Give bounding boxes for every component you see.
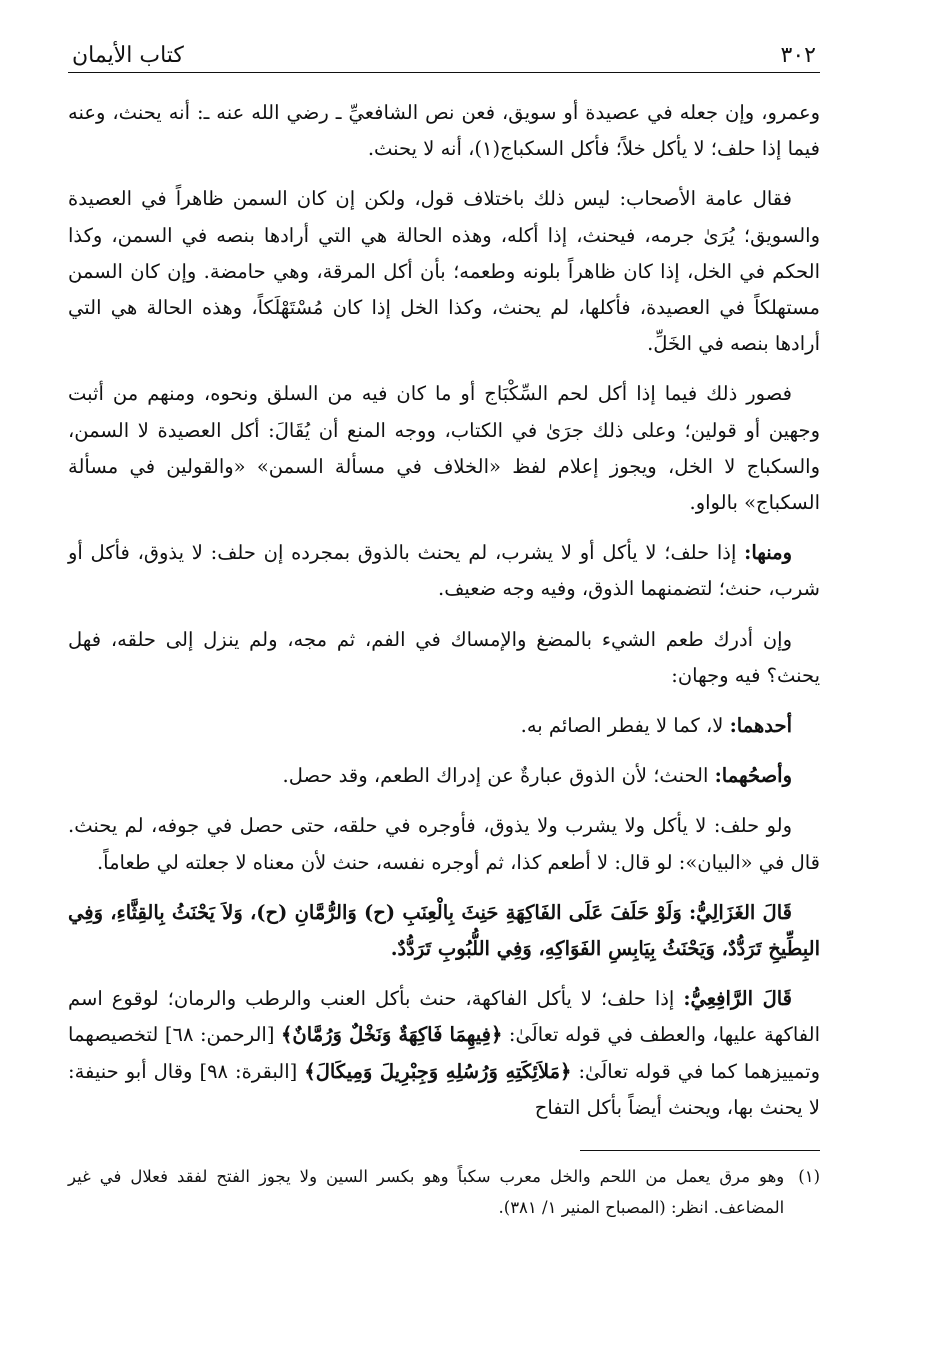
- paragraph-text: وعمرو، وإن جعله في عصيدة أو سويق، فعن نص الشافعيِّ ـ رضي الله عنه ـ: أنه يحنث، وعنه فيما إذا حلف؛ لا يأكل خلاً؛ فأكل السكباج(١)، أنه لا يحنث.: [68, 101, 820, 161]
- footnote-number: (١): [798, 1167, 820, 1187]
- lead-word: وأصحُهما:: [714, 764, 792, 788]
- paragraph-text: فقال عامة الأصحاب: ليس ذلك باختلاف قول، ولكن إن كان السمن ظاهراً في العصيدة والسويق؛ يُرَىٰ جرمه، فيحنث، إذا أكله، وهذه الحالة هي التي أرادها بنصه في السمن، وكذا الحكم في الخل، إذا كان ظاهراً بلونه وطعمه؛ بأن أكل المرقة، وهي حامضة. وإن كان السمن مستهلكاً في العصيدة، فأكلها، لم يحنث، وكذا الخل إذا كان مُسْتَهْلَكاً، وهذه الحالة هي التي أرادها بنصه في الخَلِّ.: [68, 187, 820, 356]
- paragraph-text: ولو حلف: لا يأكل ولا يشرب ولا يذوق، فأوجره في حلقه، حتى حصل في جوفه، لم يحنث. قال في «البيان»: لو قال: لا أطعم كذا، ثم أوجره نفسه، حنث لأن معناه لا جعلته لي طعاماً.: [68, 814, 820, 874]
- paragraph-4: [68, 535, 820, 607]
- header-rule: [68, 72, 820, 73]
- paragraph-text: فصور ذلك فيما إذا أكل لحم السِّكْبَاج أو ما كان فيه من السلق ونحوه، ومنهم من أثبت وجهين أو قولين؛ وعلى ذلك جرَىٰ في الكتاب، ووجه المنع أن يُقَالَ: أكل العصيدة لا السمن، والسكباج لا الخل، ويجوز إعلام لفظ «الخلاف في مسألة السمن» «والقولين في مسألة السكباج» بالواو.: [68, 382, 820, 515]
- running-title: كتاب الأيمان: [72, 43, 184, 68]
- matn-text: وَلَوْ حَلَفَ عَلَى الفَاكِهَةِ حَنِثَ بِالْعِنَبِ (ح) وَالرُّمَّانِ (ح)، وَلاَ يَحْنَثُ بِالقِثَّاءِ، وَفِي البِطِّيخِ تَرَدُّدٌ، وَيَحْنَثُ بِيَابِسِ الفَوَاكِهِ، وَفِي اللُّبُوبِ تَرَدُّدٌ.: [68, 900, 820, 961]
- paragraph-text: [الرحمن: ٦٨] لتخصيصهما وتمييزهما كما في قوله تعالَىٰ:: [68, 1023, 820, 1083]
- paragraph-text: الحنث؛ لأن الذوق عبارةٌ عن إدراك الطعم، وقد حصل.: [282, 764, 715, 788]
- quran-verse: ﴿مَلاَئِكَتِهِ وَرُسُلِهِ وَجِبْرِيلَ وَمِيكَالَ﴾: [304, 1059, 572, 1083]
- paragraph-8: [68, 808, 820, 880]
- lead-word: ومنها:: [744, 541, 792, 565]
- author-label: قَالَ الرَّافِعِيُّ:: [683, 987, 793, 1011]
- author-label: قَالَ الغَزَالِيُّ:: [688, 900, 792, 924]
- paragraph-10: [68, 981, 820, 1126]
- paragraph-text: إذا حلف؛ لا يأكل الفاكهة، حنث بأكل العنب والرطب والرمان؛ لوقوع اسم الفاكهة عليها، والعطف في قوله تعالَىٰ:: [68, 987, 820, 1047]
- footnote: [68, 1161, 820, 1223]
- lead-word: أحدهما:: [729, 714, 792, 738]
- paragraph-3: [68, 376, 820, 521]
- paragraph-text: [البقرة: ٩٨] وقال أبو حنيفة: لا يحنث بها، ويحنث أيضاً بأكل التفاح: [68, 1059, 820, 1119]
- page-number: ٣٠٢: [780, 43, 816, 68]
- paragraph-9: [68, 895, 820, 967]
- footnote-text: وهو مرق يعمل من اللحم والخل معرب سكباً وهو بكسر السين ولا يجوز الفتح لفقد فعلال في غير المضاعف. انظر: (المصباح المنير ١/ ٣٨١).: [68, 1167, 785, 1218]
- paragraph-2: [68, 181, 820, 362]
- paragraph-text: وإن أدرك طعم الشيء بالمضغ والإمساك في الفم، ثم مجه، ولم ينزل إلى حلقه، فهل يحنث؟ فيه وجهان:: [68, 627, 820, 687]
- quran-verse: ﴿فِيهِمَا فَاكِهَةٌ وَنَخْلٌ وَرُمَّانٌ﴾: [281, 1023, 503, 1047]
- paragraph-6: [68, 708, 820, 744]
- page-header: [68, 30, 820, 68]
- paragraph-5: [68, 622, 820, 694]
- paragraph-text: لا، كما لا يفطر الصائم به.: [520, 714, 730, 738]
- book-page: [68, 30, 820, 1320]
- paragraph-text: إذا حلف؛ لا يأكل أو لا يشرب، لم يحنث بالذوق بمجرده إن حلف: لا يذوق، فأكل أو شرب، حنث؛ لتضمنهما الذوق، وفيه وجه ضعيف.: [68, 541, 820, 601]
- main-text: [68, 95, 820, 1126]
- paragraph-1: [68, 95, 820, 167]
- footnote-rule: [580, 1150, 820, 1151]
- paragraph-7: [68, 758, 820, 794]
